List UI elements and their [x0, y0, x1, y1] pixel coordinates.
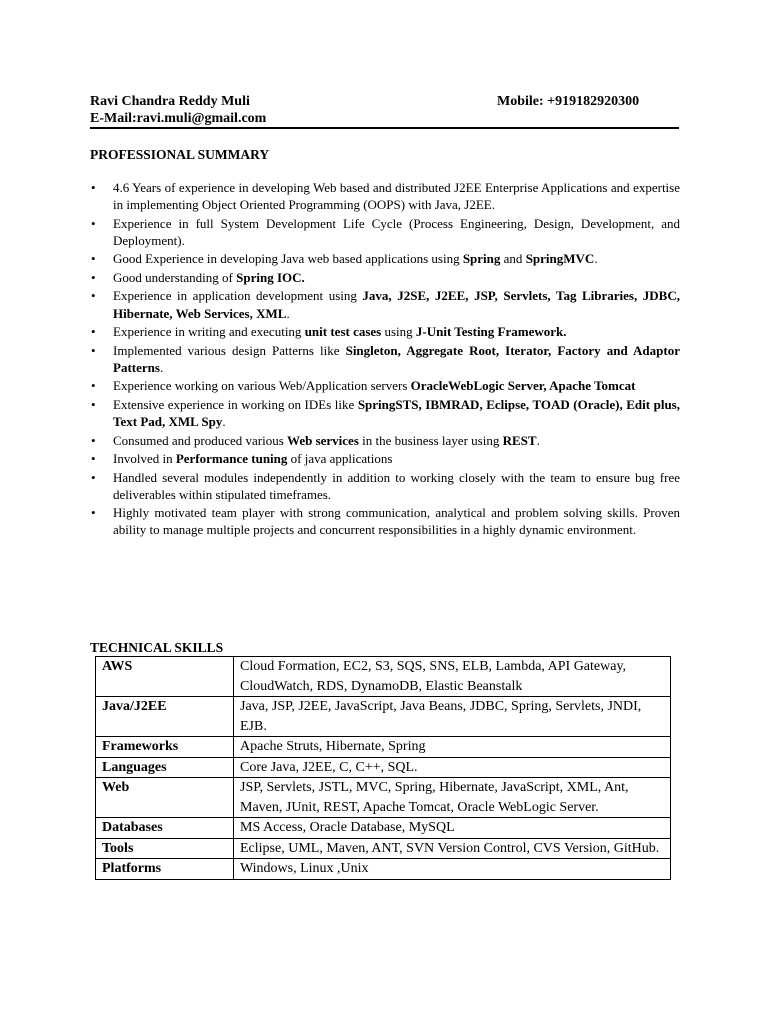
- summary-item: [90, 179, 680, 213]
- summary-item: [90, 269, 680, 286]
- summary-item-text: .: [159, 359, 164, 375]
- summary-item-text: Experience in full System Development Life Cycle (Process Engineering, Design, Development, and Deployment).: [113, 215, 680, 248]
- summary-item-text: Experience in application development using: [113, 288, 363, 304]
- summary-item-bold-text: Performance tuning: [175, 451, 288, 467]
- summary-item: [90, 377, 680, 394]
- summary-item-text: Implemented various design Patterns like: [113, 342, 346, 358]
- skill-values: Windows, Linux ,Unix: [234, 859, 671, 880]
- summary-item-text: .: [594, 251, 598, 267]
- summary-item-text: Involved in: [113, 451, 176, 467]
- summary-item-text: Good understanding of: [113, 269, 237, 285]
- summary-item-bold-text: SpringMVC: [525, 251, 595, 267]
- skills-row: [96, 657, 671, 697]
- skills-row: [96, 778, 671, 818]
- summary-list: [90, 179, 680, 540]
- summary-item-bold-text: unit test cases: [304, 324, 382, 340]
- summary-item-bold-text: OracleWebLogic Server, Apache Tomcat: [410, 378, 636, 394]
- summary-item-text: of java applications: [287, 451, 393, 467]
- summary-item-text: Highly motivated team player with strong communication, analytical and problem solving skills. Proven ability to manage multiple projects and concurrent responsibilities in a highly dynamic environment.: [113, 505, 680, 538]
- summary-item-bold-text: Web services: [287, 432, 359, 448]
- summary-item-text: .: [536, 432, 540, 448]
- skill-category: Platforms: [96, 859, 234, 880]
- summary-item-text: 4.6 Years of experience in developing Web based and distributed J2EE Enterprise Applications and expertise in implementing Object Oriented Programming (OOPS) with Java, J2EE.: [113, 180, 680, 213]
- summary-item-bold-text: SpringSTS, IBMRAD, Eclipse, TOAD (Oracle), Edit plus, Text Pad, XML Spy: [113, 396, 680, 430]
- skill-values: MS Access, Oracle Database, MySQL: [234, 818, 671, 839]
- summary-item-bold-text: Singleton, Aggregate Root, Iterator, Factory and Adaptor Patterns: [113, 342, 680, 375]
- skills-row: [96, 697, 671, 737]
- summary-item-text: Consumed and produced various: [113, 432, 288, 448]
- summary-item-bold-text: Spring: [462, 251, 501, 267]
- summary-item-bold-text: Java, J2SE, J2EE, JSP, Servlets, Tag Libraries, JDBC, Hibernate, Web Services, XML: [113, 288, 680, 321]
- skills-row: [96, 859, 671, 880]
- summary-item-bold-text: J-Unit Testing Framework.: [415, 324, 567, 340]
- header-divider: [90, 127, 679, 129]
- skill-values: Eclipse, UML, Maven, ANT, SVN Version Control, CVS Version, GitHub.: [234, 838, 671, 859]
- skill-category: Tools: [96, 838, 234, 859]
- summary-item-text: Experience working on various Web/Application servers: [113, 378, 411, 394]
- skill-values: Core Java, J2EE, C, C++, SQL.: [234, 757, 671, 778]
- summary-item-text: .: [286, 305, 290, 321]
- email-address: E-Mail:ravi.muli@gmail.com: [90, 111, 267, 126]
- summary-item: [90, 250, 680, 267]
- technical-skills-table: [95, 656, 671, 880]
- summary-item-bold-text: Spring IOC.: [236, 269, 305, 285]
- skill-category: Databases: [96, 818, 234, 839]
- technical-skills-heading: TECHNICAL SKILLS: [90, 640, 224, 655]
- skill-category: Web: [96, 778, 234, 818]
- skill-category: Java/J2EE: [96, 697, 234, 737]
- skill-values: Apache Struts, Hibernate, Spring: [234, 737, 671, 758]
- skills-row: [96, 737, 671, 758]
- summary-item: [90, 432, 680, 449]
- summary-item: [90, 323, 680, 340]
- professional-summary-heading: PROFESSIONAL SUMMARY: [90, 147, 270, 162]
- summary-item: [90, 396, 680, 430]
- summary-item-text: Extensive experience in working on IDEs like: [113, 396, 358, 412]
- skills-row: [96, 757, 671, 778]
- summary-item: [90, 342, 680, 376]
- skill-values: Java, JSP, J2EE, JavaScript, Java Beans, JDBC, Spring, Servlets, JNDI, EJB.: [234, 697, 671, 737]
- skill-category: Frameworks: [96, 737, 234, 758]
- summary-item: [90, 504, 680, 538]
- summary-item-text: in the business layer using: [358, 432, 503, 448]
- summary-item-text: .: [222, 414, 226, 430]
- skill-category: Languages: [96, 757, 234, 778]
- skills-row: [96, 818, 671, 839]
- summary-item-text: using: [381, 324, 416, 340]
- summary-item-text: Handled several modules independently in addition to working closely with the team to ensure bug free deliverables within stipulated timeframes.: [113, 469, 680, 502]
- skill-category: AWS: [96, 657, 234, 697]
- summary-item: [90, 287, 680, 321]
- candidate-name: Ravi Chandra Reddy Muli: [90, 94, 250, 109]
- skills-row: [96, 838, 671, 859]
- summary-item: [90, 450, 680, 467]
- summary-item: [90, 215, 680, 249]
- summary-item-bold-text: REST: [502, 432, 537, 448]
- summary-item: [90, 469, 680, 503]
- skill-values: JSP, Servlets, JSTL, MVC, Spring, Hibernate, JavaScript, XML, Ant, Maven, JUnit, REST, Apache Tomcat, Oracle WebLogic Server.: [234, 778, 671, 818]
- summary-item-text: Experience in writing and executing: [113, 324, 305, 340]
- mobile-number: Mobile: +919182920300: [497, 94, 640, 109]
- summary-item-text: Good Experience in developing Java web based applications using: [113, 251, 463, 267]
- skill-values: Cloud Formation, EC2, S3, SQS, SNS, ELB, Lambda, API Gateway, CloudWatch, RDS, DynamoDB, Elastic Beanstalk: [234, 657, 671, 697]
- summary-item-text: and: [500, 251, 526, 267]
